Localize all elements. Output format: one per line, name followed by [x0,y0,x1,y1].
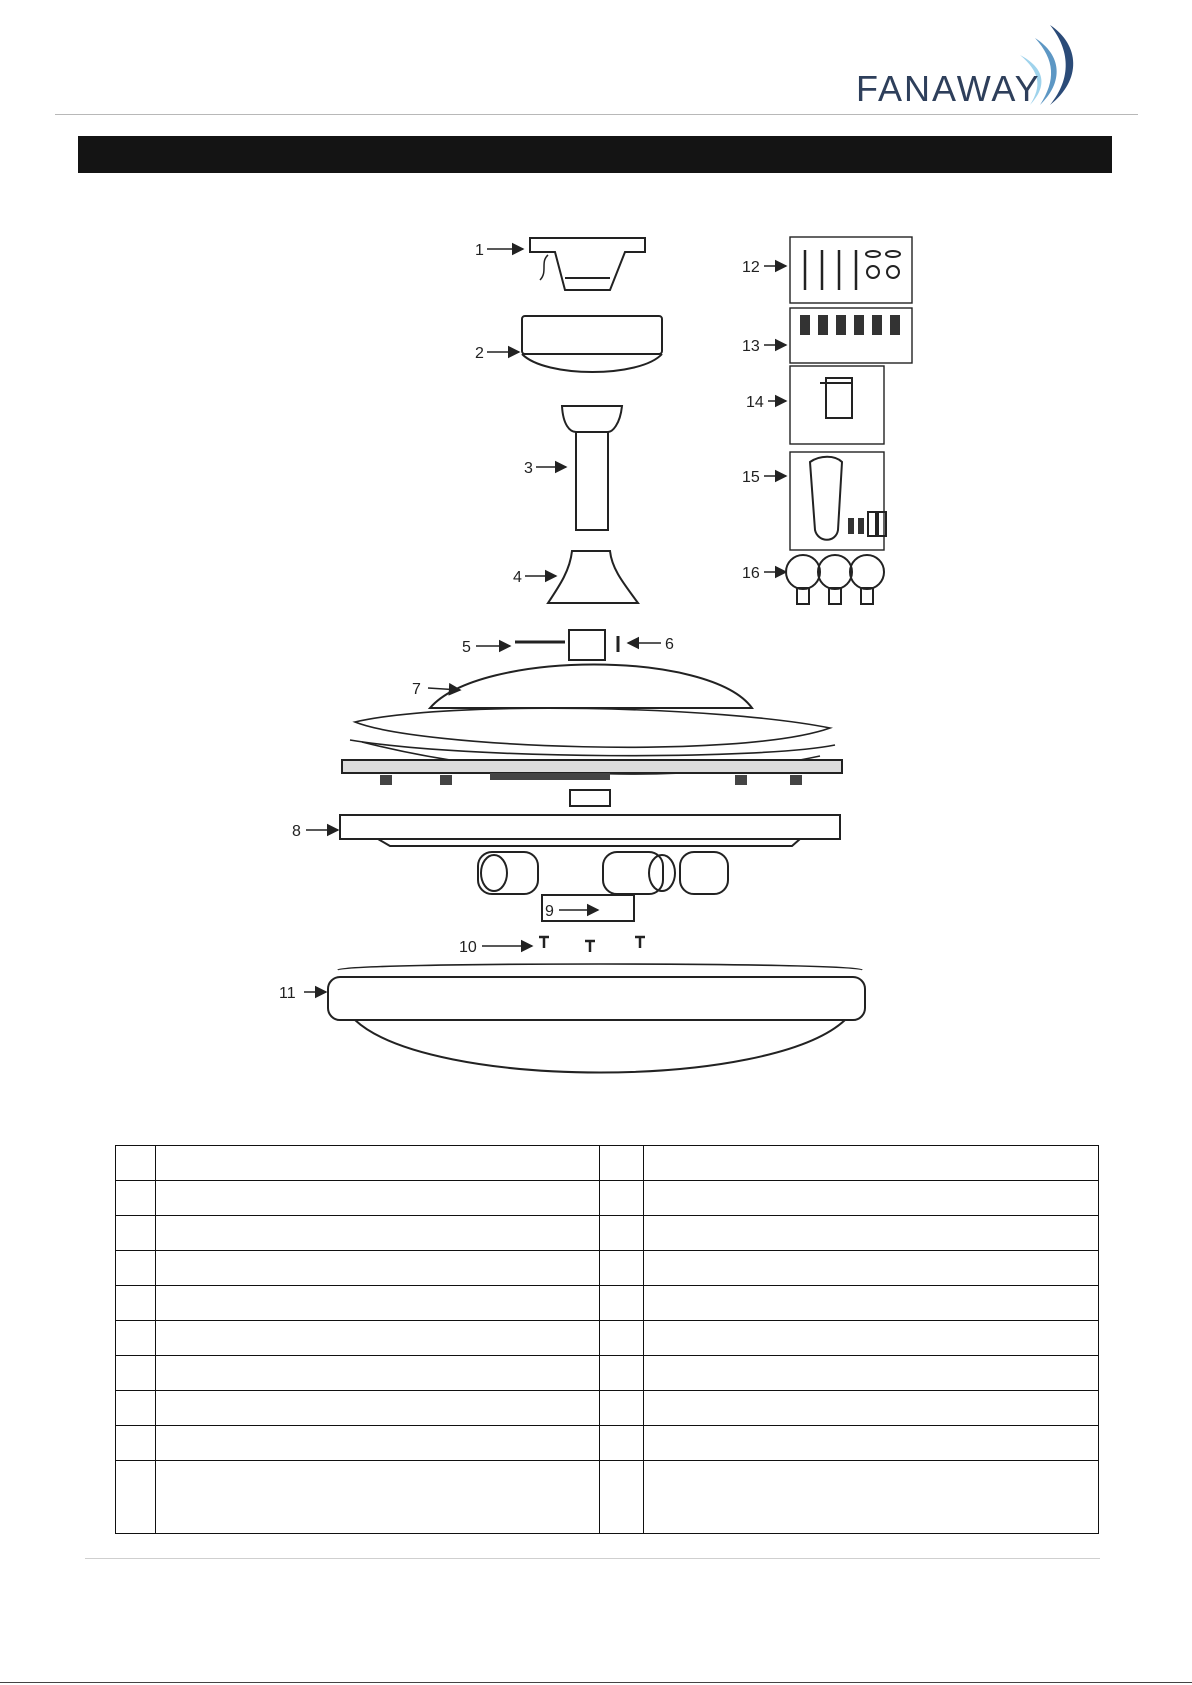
part-number-cell [116,1391,156,1426]
part-number-cell [116,1426,156,1461]
part-number-cell [600,1251,644,1286]
part-description-cell [156,1181,600,1216]
parts-table [115,1145,1099,1534]
table-row [116,1251,1099,1286]
part-description-cell [156,1146,600,1181]
callout-10: 10 [459,939,477,956]
part-description-cell [644,1146,1099,1181]
part-description-cell [644,1286,1099,1321]
part-light-kit-plate [340,815,840,846]
callout-5: 5 [462,639,471,656]
page-bottom-rule [0,1682,1192,1683]
part-number-cell [116,1216,156,1251]
table-row [116,1181,1099,1216]
part-description-cell [644,1461,1099,1534]
part-light-bulbs [786,555,884,604]
part-downrod [562,406,622,530]
callout-6: 6 [665,636,674,653]
part-description-cell [156,1286,600,1321]
part-description-cell [156,1251,600,1286]
table-row [116,1321,1099,1356]
part-glass-cover [328,964,865,1073]
part-number-cell [116,1181,156,1216]
callout-1: 1 [475,242,484,259]
part-description-cell [644,1251,1099,1286]
part-wire-nuts [790,308,912,363]
part-description-cell [156,1321,600,1356]
part-number-cell [116,1286,156,1321]
part-number-cell [600,1286,644,1321]
part-number-cell [600,1181,644,1216]
part-number-cell [116,1251,156,1286]
callout-13: 13 [742,338,760,355]
part-description-cell [644,1321,1099,1356]
part-description-cell [644,1391,1099,1426]
callout-3: 3 [524,460,533,477]
table-row [116,1426,1099,1461]
part-pin-and-clip [515,630,618,660]
part-number-cell [600,1146,644,1181]
footer-divider [85,1558,1100,1559]
part-mounting-bracket [530,238,645,290]
callout-arrows [304,249,786,992]
part-screws [539,937,645,952]
brand-name: FANAWAY [856,68,1041,109]
part-description-cell [644,1216,1099,1251]
part-coupling-cover [548,551,638,603]
part-hardware-bag [790,237,912,303]
callout-7: 7 [412,681,421,698]
part-remote-control [790,452,886,550]
part-description-cell [644,1181,1099,1216]
part-number-cell [600,1426,644,1461]
part-receiver [790,366,884,444]
part-number-cell [600,1216,644,1251]
part-description-cell [644,1426,1099,1461]
part-number-cell [600,1391,644,1426]
part-description-cell [156,1216,600,1251]
callout-4: 4 [513,569,522,586]
part-number-cell [600,1356,644,1391]
callout-14: 14 [746,394,764,411]
part-description-cell [156,1461,600,1534]
part-description-cell [644,1356,1099,1391]
callout-11: 11 [279,985,296,1002]
part-description-cell [156,1391,600,1426]
part-number-cell [600,1321,644,1356]
part-light-sockets [478,852,728,921]
part-number-cell [116,1146,156,1181]
part-number-cell [600,1461,644,1534]
table-row [116,1146,1099,1181]
callout-16: 16 [742,565,760,582]
table-row [116,1286,1099,1321]
callout-15: 15 [742,469,760,486]
part-canopy [522,316,662,372]
table-row [116,1461,1099,1534]
part-number-cell [116,1461,156,1534]
part-description-cell [156,1426,600,1461]
callout-8: 8 [292,823,301,840]
table-row [116,1356,1099,1391]
part-number-cell [116,1356,156,1391]
part-description-cell [156,1356,600,1391]
table-row [116,1391,1099,1426]
part-number-cell [116,1321,156,1356]
callout-2: 2 [475,345,484,362]
callout-12: 12 [742,259,760,276]
callout-9: 9 [545,903,554,920]
table-row [116,1216,1099,1251]
